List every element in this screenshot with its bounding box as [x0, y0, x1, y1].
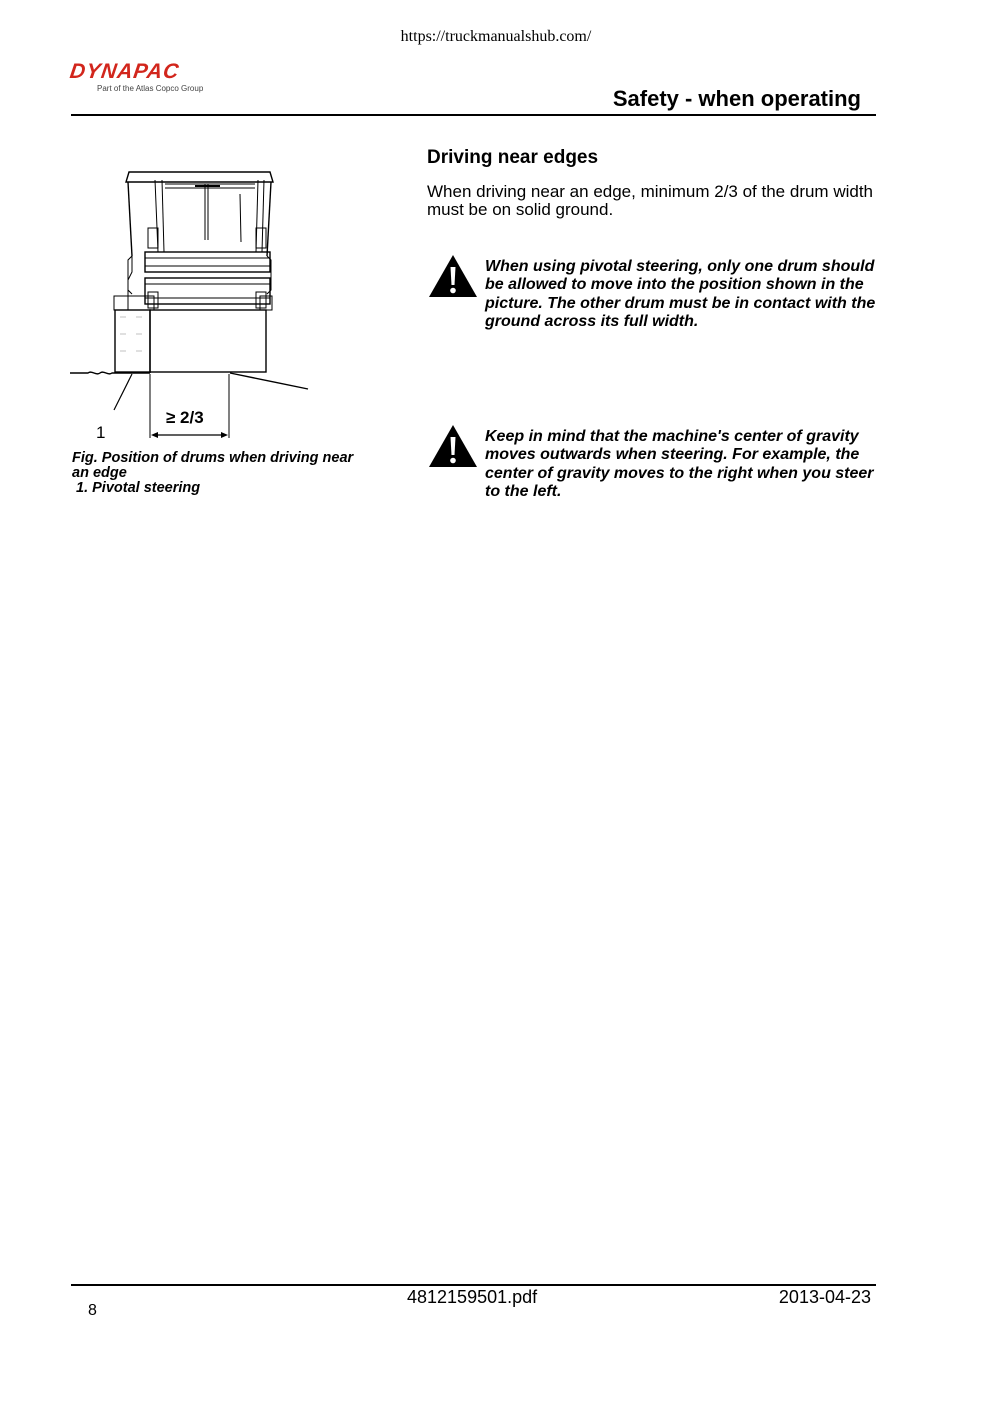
figure-caption-item: 1. Pivotal steering — [76, 480, 201, 496]
warning-triangle-icon — [428, 254, 478, 298]
warning-text: Keep in mind that the machine's center of gravity moves outwards when steering. For example, the center of gravity moves to the right when you steer to the left. — [485, 428, 874, 501]
body-paragraph: When driving near an edge, minimum 2/3 of the drum width must be on solid ground. — [427, 182, 874, 219]
section-heading: Driving near edges — [427, 147, 599, 168]
callout-number: 1 — [96, 423, 106, 442]
section-title: Safety - when operating — [612, 86, 861, 111]
page-number: 8 — [88, 1302, 97, 1319]
source-url: https://truckmanualshub.com/ — [400, 28, 592, 45]
footer-file-name: 4812159501.pdf — [407, 1287, 538, 1307]
drum-edge-illustration — [70, 160, 315, 445]
logo-wordmark: DYNAPAC — [68, 60, 181, 83]
warning-triangle-icon — [428, 424, 478, 468]
header-divider — [71, 114, 876, 116]
footer-divider — [71, 1284, 876, 1286]
figure-caption-title: Fig. Position of drums when driving near an edge — [72, 450, 354, 481]
warning-text: When using pivotal steering, only one drum should be allowed to move into the position shown in the picture. The other drum must be in contact with the ground across its full width. — [485, 258, 876, 331]
dynapac-logo — [70, 62, 240, 96]
logo-tagline: Part of the Atlas Copco Group — [97, 84, 204, 93]
dimension-label: ≥ 2/3 — [166, 408, 204, 427]
footer-date: 2013-04-23 — [778, 1287, 871, 1307]
figure-caption — [72, 451, 362, 496]
